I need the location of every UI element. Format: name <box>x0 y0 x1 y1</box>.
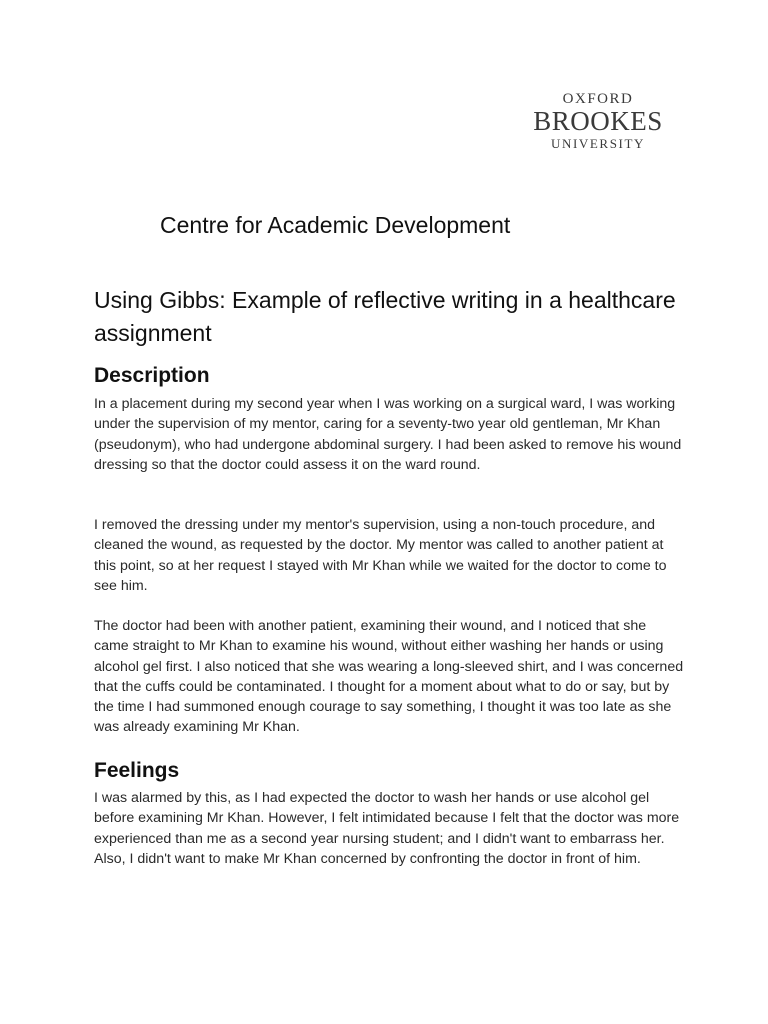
centre-title: Centre for Academic Development <box>160 212 511 238</box>
logo-line-brookes: BROOKES <box>533 106 663 136</box>
section-heading-feelings: Feelings <box>94 759 180 782</box>
description-paragraph-1: In a placement during my second year when I was working on a surgical ward, I was working under the supervision of my mentor, caring for a seventy-two year old gentleman, Mr Khan (pseudonym), who had undergone abdominal surgery. I had been asked to remove his wound dressing so that the doctor could assess it on the ward round. <box>94 396 682 473</box>
description-paragraph-2: I removed the dressing under my mentor's supervision, using a non-touch procedure, and cleaned the wound, as requested by the doctor. My mentor was called to another patient at this point, so at her request I stayed with Mr Khan while we waited for the doctor to come to see him. <box>94 517 667 594</box>
feelings-paragraph-1: I was alarmed by this, as I had expected the doctor to wash her hands or use alcohol gel before examining Mr Khan. However, I felt intimidated because I felt that the doctor was more experienced than me as a second year nursing student; and I didn't want to embarrass her. Also, I didn't want to make Mr Khan concerned by confronting the doctor in front of him. <box>94 790 680 867</box>
logo-line-oxford: OXFORD <box>562 91 634 107</box>
section-heading-description: Description <box>94 364 210 387</box>
description-paragraph-3: The doctor had been with another patient, examining their wound, and I noticed that she came straight to Mr Khan to examine his wound, without either washing her hands or using alcohol gel first. I also noticed that she was wearing a long-sleeved shirt, and I was concerned that the cuffs could be contaminated. I thought for a moment about what to do or say, but by the time I had summoned enough courage to say something, I thought it was too late as she was already examining Mr Khan. <box>94 618 684 736</box>
oxford-brookes-logo <box>528 92 668 150</box>
document-title: Using Gibbs: Example of reflective writing in a healthcare assignment <box>94 287 676 346</box>
logo-line-university: UNIVERSITY <box>551 136 645 151</box>
